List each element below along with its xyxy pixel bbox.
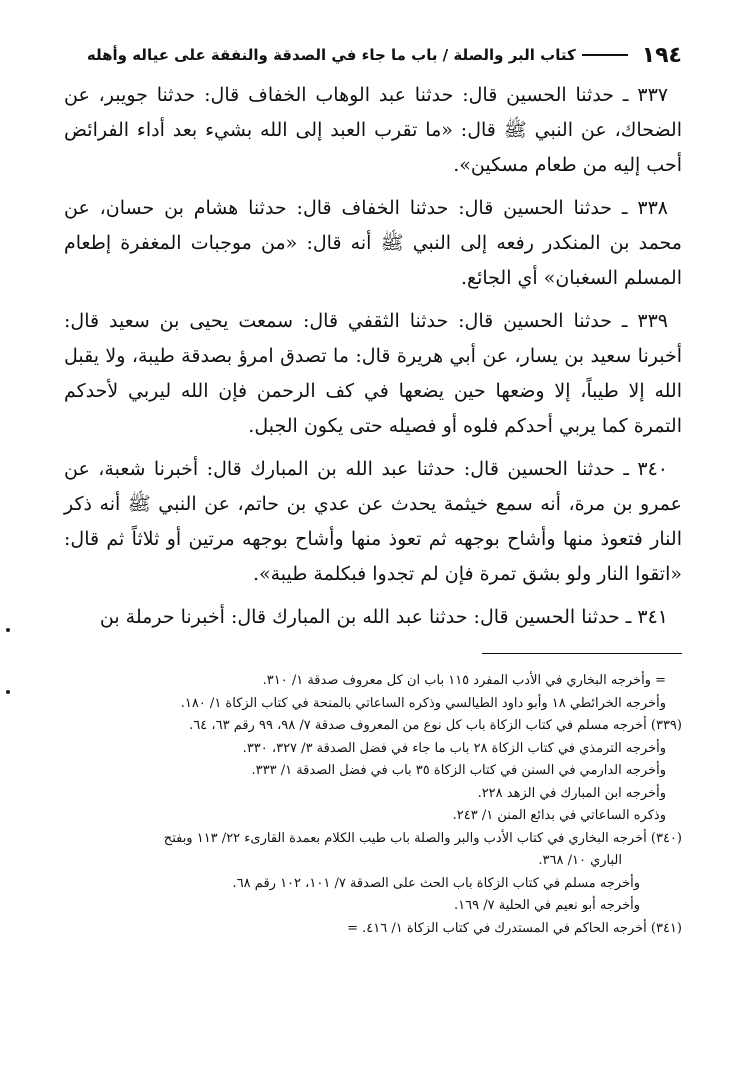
hadith-339: ٣٣٩ ـ حدثنا الحسين قال: حدثنا الثقفي قال: سمعت يحيى بن سعيد قال: أخبرنا سعيد بن يسار، عن أبي هريرة قال: ما تصدق امرؤ بصدقة طيبة، ولا يقبل الله إلا طيباً، إلا وضعها حين يضعها في كف الرحمن فإن الله ليربي لأحدكم التمرة كما يربي أحدكم فلوه أو فصيله حتى يكون الجبل. bbox=[64, 310, 682, 437]
footnote-line: وأخرجه الترمذي في كتاب الزكاة ٢٨ باب ما جاء في فضل الصدقة ٣/ ٣٢٧، ٣٣٠. bbox=[242, 740, 666, 756]
hadith-340: ٣٤٠ ـ حدثنا الحسين قال: حدثنا عبد الله بن المبارك قال: أخبرنا شعبة، عن عمرو بن مرة، أنه سمع خيثمة يحدث عن عدي بن حاتم، عن النبي ﷺ أنه ذكر النار فتعوذ منها وأشاح بوجهه ثم تعوذ منها وأشاح بوجهه مرتين أو ثلاثاً ثم قال: «اتقوا النار ولو بشق تمرة فإن لم تجدوا فبكلمة طيبة». bbox=[64, 458, 682, 585]
edge-mark bbox=[6, 628, 10, 632]
footnote-line: وأخرجه الخرائطي ١٨ وأبو داود الطيالسي وذكره الساعاتي بالمنحة في كتاب الزكاة ١/ ١٨٠. bbox=[180, 695, 666, 711]
footnote-line: وأخرجه أبو نعيم في الحلية ٧/ ١٦٩. bbox=[454, 898, 640, 913]
hadith-338: ٣٣٨ ـ حدثنا الحسين قال: حدثنا الخفاف قال: حدثنا هشام بن حسان، عن محمد بن المنكدر رفعه إلى النبي ﷺ أنه قال: «من موجبات المغفرة إطعام المسلم السغبان» أي الجائع. bbox=[64, 197, 682, 289]
footnote-line: = وأخرجه البخاري في الأدب المفرد ١١٥ باب ان كل معروف صدقة ١/ ٣١٠. bbox=[262, 673, 666, 688]
footnote-line: (٣٣٩) أخرجه مسلم في كتاب الزكاة باب كل نوع من المعروف صدقة ٧/ ٩٨، ٩٩ رقم ٦٣، ٦٤. bbox=[189, 718, 682, 733]
page-number: ١٩٤ bbox=[641, 42, 682, 68]
main-text bbox=[64, 78, 682, 635]
header-rule bbox=[582, 54, 628, 57]
footnote-line: وأخرجه الدارمي في السنن في كتاب الزكاة ٣٥ باب في فضل الصدقة ١/ ٣٣٣. bbox=[251, 763, 666, 778]
footnotes bbox=[64, 670, 682, 940]
footnote-line: وأخرجه ابن المبارك في الزهد ٢٢٨. bbox=[477, 785, 666, 801]
footnote-line: (٣٤١) أخرجه الحاكم في المستدرك في كتاب الزكاة ١/ ٤١٦. = bbox=[347, 920, 682, 936]
footnote-line: الباري ١٠/ ٣٦٨. bbox=[538, 853, 622, 868]
hadith-341: ٣٤١ ـ حدثنا الحسين قال: حدثنا عبد الله بن المبارك قال: أخبرنا حرملة بن bbox=[99, 606, 668, 628]
page-header bbox=[64, 38, 682, 72]
running-title: كتاب البر والصلة / باب ما جاء في الصدقة والنفقة على عياله وأهله bbox=[86, 46, 576, 64]
footnote-line: (٣٤٠) أخرجه البخاري في كتاب الأدب والبر والصلة باب طيب الكلام بعمدة القارىء ٢٢/ ١١٣ وبفتح bbox=[163, 830, 682, 846]
book-page bbox=[64, 38, 682, 940]
hadith-337: ٣٣٧ ـ حدثنا الحسين قال: حدثنا عبد الوهاب الخفاف قال: حدثنا جويبر، عن الضحاك، عن النبي ﷺ قال: «ما تقرب العبد إلى الله بشيء بعد أداء الفرائض أحب إليه من طعام مسكين». bbox=[64, 84, 682, 176]
footnote-separator bbox=[482, 653, 682, 654]
footnote-line: وأخرجه مسلم في كتاب الزكاة باب الحث على الصدقة ٧/ ١٠١، ١٠٢ رقم ٦٨. bbox=[232, 875, 640, 891]
footnote-line: وذكره الساعاتي في بدائع المنن ١/ ٢٤٣. bbox=[452, 808, 666, 823]
edge-mark bbox=[6, 690, 10, 694]
